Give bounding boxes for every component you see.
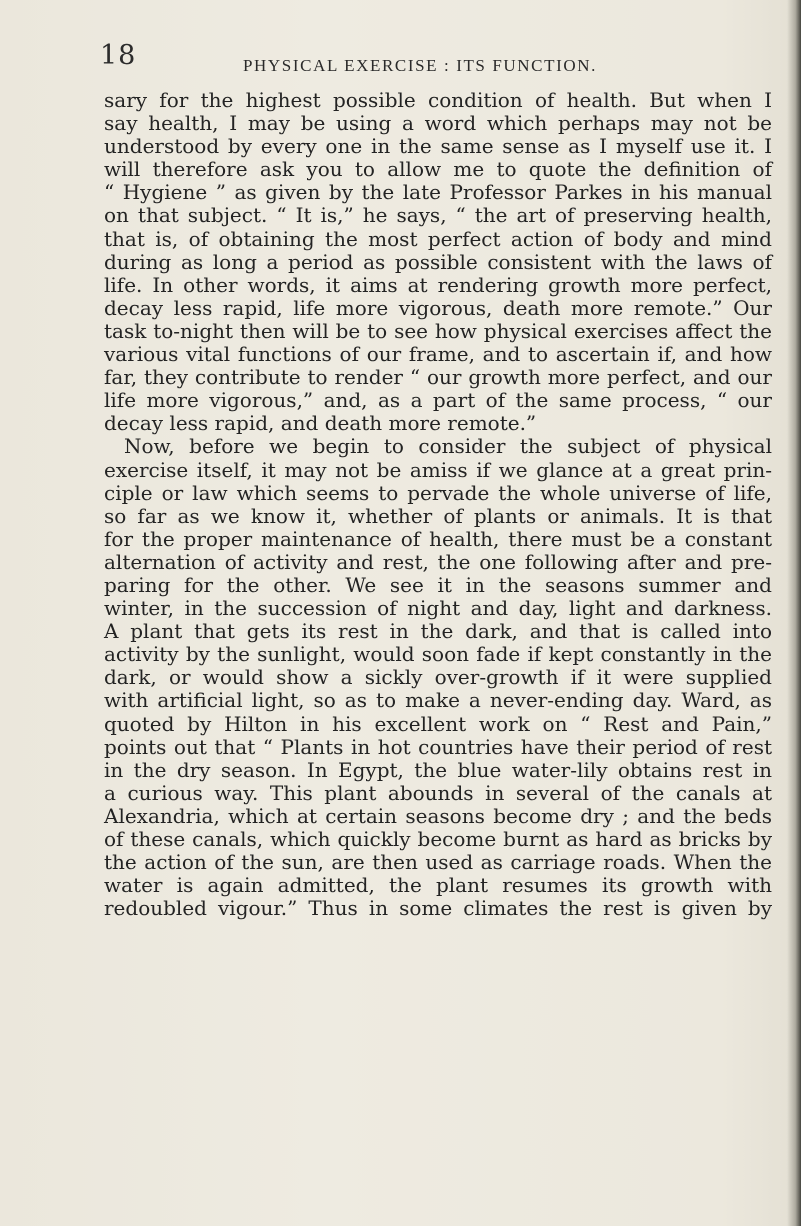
text-line: exercise itself, it may not be amiss if we glance at a great prin- bbox=[104, 457, 772, 482]
text-line: in the dry season. In Egypt, the blue water-lily obtains rest in bbox=[104, 757, 772, 782]
text-line: points out that “ Plants in hot countries have their period of rest bbox=[104, 734, 772, 759]
text-line: alternation of activity and rest, the one following after and pre- bbox=[104, 549, 772, 574]
text-line: various vital functions of our frame, and to ascertain if, and how bbox=[104, 342, 772, 367]
text-line: paring for the other. We see it in the seasons summer and bbox=[104, 572, 772, 597]
body-text bbox=[104, 89, 772, 920]
text-line: dark, or would show a sickly over-growth if it were supplied bbox=[104, 665, 772, 690]
text-line: during as long a period as possible consistent with the laws of bbox=[104, 249, 772, 274]
text-line: decay less rapid, life more vigorous, death more remote.” Our bbox=[104, 295, 772, 320]
text-line: a curious way. This plant abounds in several of the canals at bbox=[104, 780, 772, 805]
text-line: life. In other words, it aims at rendering growth more perfect, bbox=[104, 272, 772, 297]
text-line: A plant that gets its rest in the dark, and that is called into bbox=[104, 619, 772, 644]
text-line: activity by the sunlight, would soon fade if kept constantly in the bbox=[104, 642, 772, 667]
page-number: 18 bbox=[100, 40, 137, 71]
running-head: PHYSICAL EXERCISE : ITS FUNCTION. bbox=[243, 56, 597, 75]
page-edge-shadow bbox=[787, 0, 801, 1226]
text-line: with artificial light, so as to make a never-ending day. Ward, as bbox=[104, 688, 772, 713]
text-line: water is again admitted, the plant resumes its growth with bbox=[104, 873, 772, 898]
text-line: life more vigorous,” and, as a part of the same process, “ our bbox=[104, 388, 772, 413]
text-line: Alexandria, which at certain seasons become dry ; and the beds bbox=[104, 803, 772, 828]
text-line: say health, I may be using a word which perhaps may not be bbox=[104, 111, 772, 136]
text-line: so far as we know it, whether of plants or animals. It is that bbox=[104, 503, 772, 528]
text-line: the action of the sun, are then used as carriage roads. When the bbox=[104, 850, 772, 875]
text-line-paragraph-end: decay less rapid, and death more remote.” bbox=[104, 411, 537, 436]
text-line: sary for the highest possible condition of health. But when I bbox=[104, 88, 772, 112]
text-line: will therefore ask you to allow me to quote the definition of bbox=[104, 157, 772, 182]
text-line: for the proper maintenance of health, there must be a constant bbox=[104, 526, 772, 551]
text-line: task to-night then will be to see how physical exercises affect the bbox=[104, 318, 772, 343]
text-line: winter, in the succession of night and day, light and darkness. bbox=[104, 596, 772, 621]
text-line: ciple or law which seems to pervade the whole universe of life, bbox=[104, 480, 772, 505]
text-line: far, they contribute to render “ our growth more perfect, and our bbox=[104, 365, 772, 390]
text-line: redoubled vigour.” Thus in some climates the rest is given by bbox=[104, 896, 772, 921]
text-line: understood by every one in the same sense as I myself use it. I bbox=[104, 134, 772, 159]
text-line: on that subject. “ It is,” he says, “ the art of preserving health, bbox=[104, 203, 772, 228]
text-line: of these canals, which quickly become burnt as hard as bricks by bbox=[104, 827, 772, 851]
text-line: quoted by Hilton in his excellent work on “ Rest and Pain,” bbox=[104, 711, 772, 736]
text-line-paragraph-start: Now, before we begin to consider the subject of physical bbox=[124, 434, 772, 459]
text-line: “ Hygiene ” as given by the late Professor Parkes in his manual bbox=[104, 180, 772, 205]
text-line: that is, of obtaining the most perfect action of body and mind bbox=[104, 226, 772, 251]
